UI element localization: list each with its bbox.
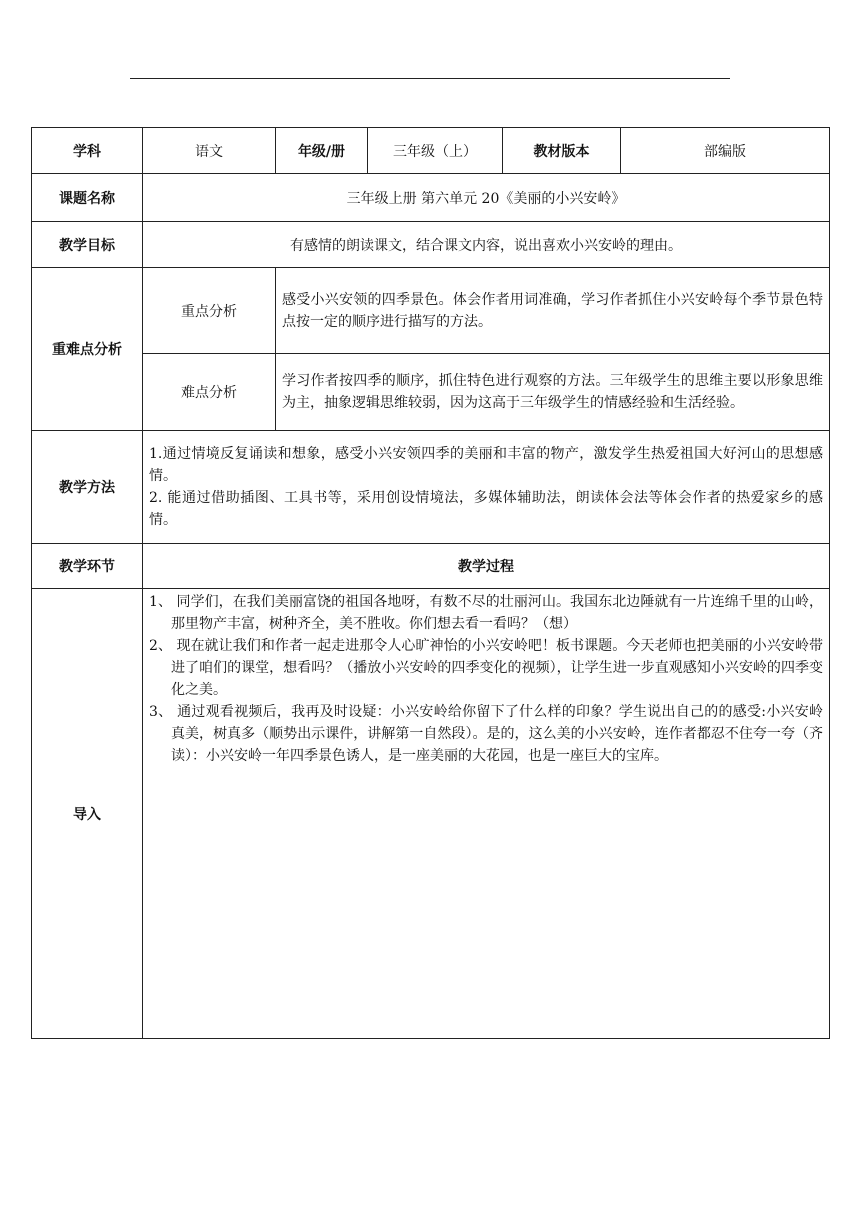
edition-value: 部编版 xyxy=(621,128,830,174)
methods-content xyxy=(143,431,830,544)
grade-label: 年级/册 xyxy=(276,128,368,174)
method-item: 1.通过情境反复诵读和想象，感受小兴安领四季的美丽和丰富的物产，激发学生热爱祖国大好河山的思想感情。 xyxy=(149,446,823,484)
difficult-point-label: 难点分析 xyxy=(143,354,276,431)
methods-row xyxy=(32,431,830,544)
process-header-row xyxy=(32,544,830,589)
intro-step: 3、 通过观看视频后，我再及时设疑：小兴安岭给你留下了什么样的印象？学生说出自己的的感受:小兴安岭真美，树真多（顺势出示课件，讲解第一自然段）。是的，这么美的小兴安岭，连作者都忍不住夸一夸（齐读）：小兴安岭一年四季景色诱人，是一座美丽的大花园，也是一座巨大的宝库。 xyxy=(149,704,823,764)
subject-label: 学科 xyxy=(32,128,143,174)
lesson-title-label: 课题名称 xyxy=(32,174,143,222)
methods-label: 教学方法 xyxy=(32,431,143,544)
difficult-point-row xyxy=(32,354,830,431)
edition-label: 教材版本 xyxy=(503,128,621,174)
header-rule xyxy=(130,78,730,79)
objective-row xyxy=(32,222,830,268)
intro-content xyxy=(143,589,830,1039)
lesson-plan-table xyxy=(31,127,830,1039)
key-point-row xyxy=(32,268,830,354)
difficult-point-text: 学习作者按四季的顺序，抓住特色进行观察的方法。三年级学生的思维主要以形象思维为主，抽象逻辑思维较弱，因为这高于三年级学生的情感经验和生活经验。 xyxy=(276,354,830,431)
key-point-text: 感受小兴安领的四季景色。体会作者用词准确，学习作者抓住小兴安岭每个季节景色特点按一定的顺序进行描写的方法。 xyxy=(276,268,830,354)
intro-row xyxy=(32,589,830,1039)
subject-value: 语文 xyxy=(143,128,276,174)
intro-label: 导入 xyxy=(32,589,143,1039)
process-label: 教学过程 xyxy=(143,544,830,589)
key-point-label: 重点分析 xyxy=(143,268,276,354)
grade-value: 三年级（上） xyxy=(368,128,503,174)
method-item: 2. 能通过借助插图、工具书等，采用创设情境法，多媒体辅助法，朗读体会法等体会作者的热爱家乡的感情。 xyxy=(149,490,823,528)
analysis-label: 重难点分析 xyxy=(32,268,143,431)
intro-step: 2、 现在就让我们和作者一起走进那令人心旷神怡的小兴安岭吧！板书课题。今天老师也把美丽的小兴安岭带进了咱们的课堂，想看吗？（播放小兴安岭的四季变化的视频），让学生进一步直观感知小兴安岭的四季变化之美。 xyxy=(149,638,823,698)
intro-step: 1、 同学们，在我们美丽富饶的祖国各地呀，有数不尽的壮丽河山。我国东北边陲就有一片连绵千里的山岭，那里物产丰富，树种齐全，美不胜收。你们想去看一看吗？（想） xyxy=(149,594,823,632)
objective-label: 教学目标 xyxy=(32,222,143,268)
stage-label: 教学环节 xyxy=(32,544,143,589)
subject-row xyxy=(32,128,830,174)
lesson-title-row xyxy=(32,174,830,222)
objective-text: 有感情的朗读课文，结合课文内容，说出喜欢小兴安岭的理由。 xyxy=(143,222,830,268)
lesson-title-value: 三年级上册 第六单元 20《美丽的小兴安岭》 xyxy=(143,174,830,222)
